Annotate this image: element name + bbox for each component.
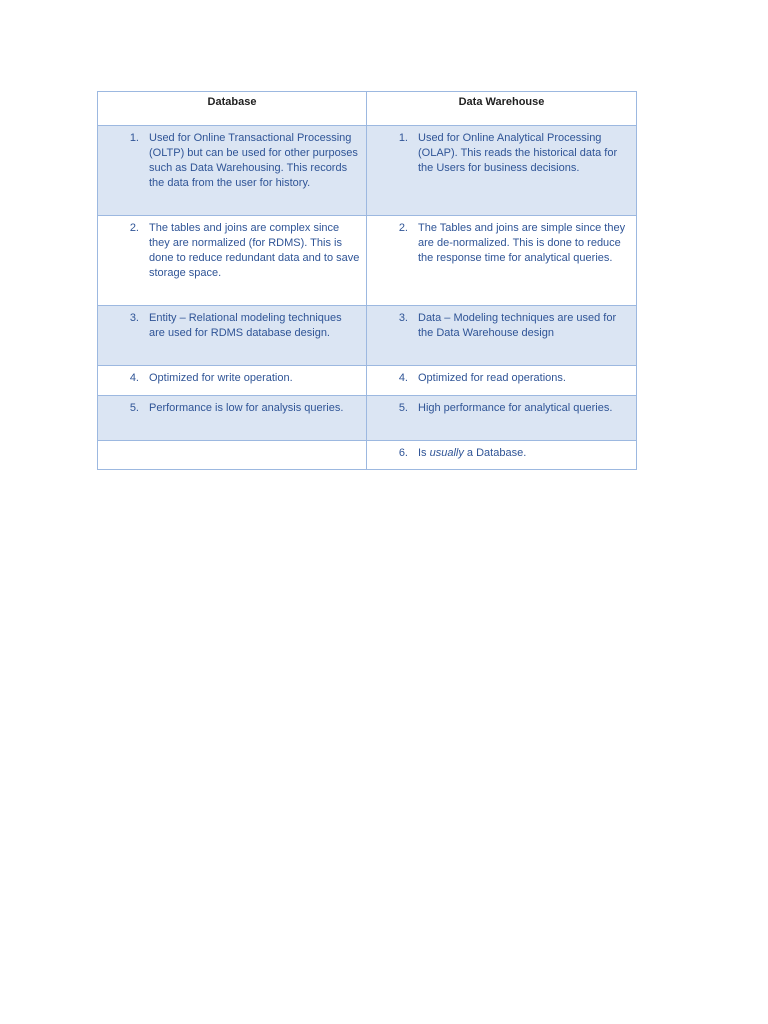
item-text-before: Is [418, 447, 430, 459]
item-number: 2. [129, 222, 139, 234]
database-cell [98, 396, 367, 441]
warehouse-cell [367, 396, 637, 441]
database-cell [98, 306, 367, 366]
database-cell [98, 126, 367, 216]
item-text: Optimized for write operation. [149, 372, 293, 384]
database-cell [98, 216, 367, 306]
warehouse-cell [367, 441, 637, 470]
item-text: Data – Modeling techniques are used for the Data Warehouse design [418, 312, 617, 339]
item-text: High performance for analytical queries. [418, 402, 613, 414]
item-text: The tables and joins are complex since they are normalized (for RDMS). This is done to reduce redundant data and to save storage space. [149, 222, 360, 279]
table-row [98, 396, 637, 441]
item-number: 6. [398, 447, 408, 459]
warehouse-cell [367, 216, 637, 306]
item-text [418, 446, 630, 461]
item-text-after: a Database. [463, 447, 527, 459]
table-row [98, 216, 637, 306]
header-database: Database [98, 92, 367, 126]
item-number: 4. [129, 372, 139, 384]
warehouse-cell [367, 126, 637, 216]
item-number: 3. [129, 312, 139, 324]
comparison-table [97, 91, 637, 470]
item-text-emphasis: usually [429, 447, 464, 459]
database-cell [98, 366, 367, 396]
table-row [98, 306, 637, 366]
database-cell-empty [98, 441, 367, 470]
item-number: 4. [398, 372, 408, 384]
item-text: Used for Online Analytical Processing (OLAP). This reads the historical data for the Users for business decisions. [418, 132, 618, 174]
item-number: 5. [129, 402, 139, 414]
item-text: Optimized for read operations. [418, 372, 566, 384]
item-number: 5. [398, 402, 408, 414]
item-number: 1. [398, 132, 408, 144]
item-number: 3. [398, 312, 408, 324]
item-text: Performance is low for analysis queries. [149, 402, 344, 414]
item-text: The Tables and joins are simple since they are de-normalized. This is done to reduce the response time for analytical queries. [418, 222, 626, 264]
table-row [98, 441, 637, 470]
warehouse-cell [367, 366, 637, 396]
item-number: 1. [129, 132, 139, 144]
table-row [98, 366, 637, 396]
header-data-warehouse: Data Warehouse [367, 92, 637, 126]
item-number: 2. [398, 222, 408, 234]
item-text: Used for Online Transactional Processing (OLTP) but can be used for other purposes such as Data Warehousing. This records the data from the user for history. [149, 132, 358, 189]
table-row [98, 126, 637, 216]
item-text: Entity – Relational modeling techniques are used for RDMS database design. [149, 312, 342, 339]
header-row [98, 92, 637, 126]
warehouse-cell [367, 306, 637, 366]
